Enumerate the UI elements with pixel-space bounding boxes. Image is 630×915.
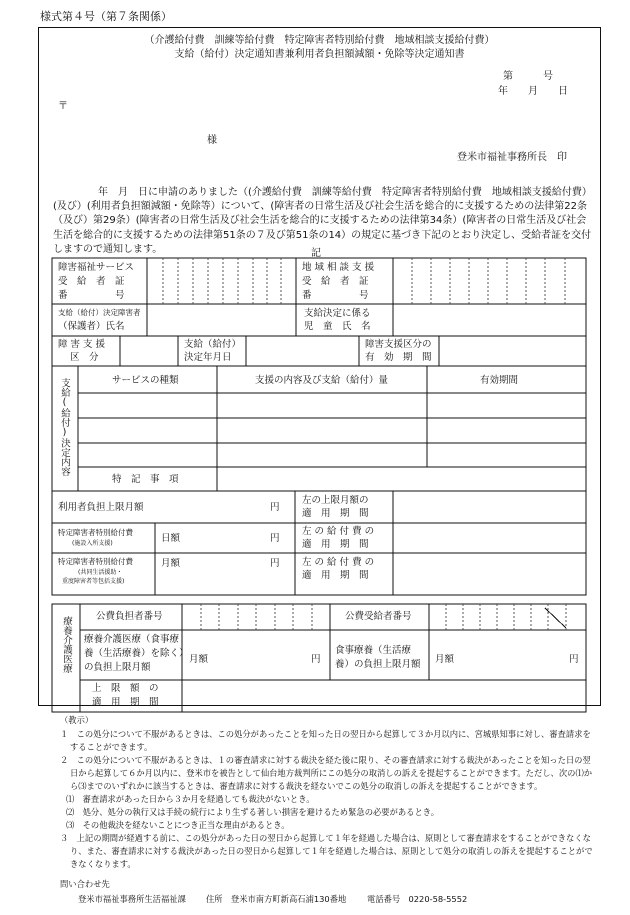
ryoyo-monthly-label: 月額 [189, 654, 209, 665]
addressee-suffix: 様 [207, 135, 217, 146]
child-label-1: 支給決定に係る [304, 308, 371, 319]
burden-limit-yen: 円 [270, 502, 280, 513]
note-2: ２ この処分について不服があるときは、１の審査請求に対する裁決を経た後に限り、その審査請求に対する裁決があったことを知った日の翌日から起算して６か月以内に、登米市を被告として仙台地方裁判所にこの処分の取消しの訴えを提起することができます。ただし、次の⑴から⑶までのいずれかに該当するときは、審査請求に対する裁決を経ないでこの処分の取消しの訴えを提起することができます。 [60, 755, 593, 791]
guardian-label-2: （保護者）氏名 [58, 321, 125, 332]
monthly-label: 月額 [161, 558, 181, 569]
form-number: 様式第４号（第７条関係） [40, 10, 172, 23]
ryoyo-limit-period-label-1: 上 限 額 の [92, 683, 159, 694]
limit-period-label-1: 左の上限月額の [302, 495, 369, 506]
issuer-name: 登米市福祉事務所長 印 [457, 152, 567, 163]
note-2-item-2: ⑵ 処分、処分の執行又は手続の続行により生ずる著しい損害を避けるため緊急の必要があるとき。 [66, 807, 440, 817]
ryoyo-limit-period-label-2: 適 用 期 間 [92, 697, 159, 708]
document-number: 第 号 [503, 71, 553, 82]
postal-mark: 〒 [58, 101, 68, 112]
daily-label: 日額 [161, 533, 181, 544]
meal-label-1: 食事療養（生活療 [335, 645, 412, 656]
recipient-number-label: 公費受給者番号 [345, 611, 412, 622]
col-valid-period: 有効期間 [480, 375, 519, 386]
decision-date-label-2: 決定年月日 [184, 352, 232, 363]
cert-number-label-2: 受 給 者 証 [58, 276, 125, 287]
chiiki-cert-label-3: 番 号 [302, 290, 369, 301]
payer-number-label: 公費負担者番号 [96, 611, 163, 622]
monthly-yen: 円 [270, 558, 280, 569]
note-3: ３ 上記の期間が経過する前に、この処分があった日の翌日から起算して１年を経過した場合は、原則として審査請求をすることができなくなり、また、審査請求に対する裁決があった日の翌日から起算して１年を経過した場合は、原則として処分の取消しの訴えを提起することができなくなります。 [60, 833, 593, 869]
notification-body: 年 月 日に申請のありました（(介護給付費 訓練等給付費 特定障害者特別給付費 地域相談支援給付費）(及び）(利用者負担額減額・免除等）について、(障害者の日常生活及び社会生活を総合的に支援するための法律第22条（及び）第29条）(障害者の日常生活及び社会生活を総合的に支援するための法律第34条）(障害者の日常生活及び社会生活を総合的に支援するための法律第51条の７及び第51条の14）の規定に基づき下記のとおり決定し、受給者証を交付しますので通知します。 [53, 187, 592, 255]
child-label-2: 児 童 氏 名 [304, 321, 371, 332]
tokutei2-label-1: 特定障害者特別給付費 [58, 557, 133, 566]
meal-yen: 円 [569, 654, 579, 665]
ryoyo-cost-label-2: 養（生活療養）を除く） [84, 648, 189, 659]
kyufu-period2-label-2: 適 用 期 間 [302, 570, 369, 581]
ryoyo-cost-label-1: 療養介護医療（食事療 [84, 634, 180, 645]
meal-monthly-label: 月額 [435, 654, 455, 665]
form-title-line1: （介護給付費 訓練等給付費 特定障害者特別給付費 地域相談支援給付費） [144, 35, 495, 46]
note-1: １ この処分について不服があるときは、この処分があったことを知った日の翌日から起算して３か月以内に、宮城県知事に対し、審査請求をすることができます。 [60, 729, 591, 752]
notes-block [60, 728, 596, 871]
guardian-label-1: 支給（給付）決定障害者 [58, 308, 141, 317]
decision-content-side-label: 支給(給付)決定内容 [59, 378, 70, 476]
limit-period-label-2: 適 用 期 間 [302, 508, 369, 519]
meal-label-2: 養）の負担上限月額 [335, 659, 421, 670]
kyufu-period2-label-1: 左 の 給 付 費 の [302, 557, 375, 568]
cert-number-label-3: 番 号 [58, 290, 125, 301]
col-service-type: サービスの種類 [112, 375, 179, 386]
shien-label-1: 障 害 支 援 [58, 339, 106, 350]
contact-label: 問い合わせ先 [60, 879, 110, 889]
note-2-item-3: ⑶ その他裁決を経ないことにつき正当な理由があるとき。 [66, 820, 290, 830]
validity-label-1: 障害支援区分の [365, 339, 432, 350]
ki-heading: 記 [311, 248, 321, 259]
kyufu-period1-label-1: 左 の 給 付 費 の [302, 526, 375, 537]
tokki-label: 特 記 事 項 [112, 474, 179, 485]
tokutei2-label-3: 重度障害者等包括支援) [62, 578, 125, 585]
decision-date-label-1: 支給（給付） [184, 339, 242, 350]
tokutei1-label-2: (施設入所支援) [72, 540, 113, 547]
kyufu-period1-label-2: 適 用 期 間 [302, 539, 369, 550]
contact-office: 登米市福祉事務所生活福祉課 [78, 894, 186, 904]
ryoyo-side-label: 療養介護医療 [61, 616, 72, 673]
ryoyo-yen: 円 [311, 654, 321, 665]
shien-label-2: 区 分 [70, 352, 99, 363]
contact-phone: 電話番号 0220-58-5552 [367, 894, 468, 904]
contact-address: 住所 登米市南方町新高石浦130番地 [206, 894, 347, 904]
daily-yen: 円 [270, 533, 280, 544]
ryoyo-cost-label-3: の負担上限月額 [84, 662, 151, 673]
notes-title: （教示） [60, 715, 94, 725]
chiiki-cert-label-1: 地 域 相 談 支 援 [302, 262, 375, 273]
tokutei1-label-1: 特定障害者特別給付費 [58, 528, 133, 537]
burden-limit-label: 利用者負担上限月額 [58, 502, 144, 513]
tokutei2-label-2: (共同生活援助・ [78, 569, 123, 576]
note-2-item-1: ⑴ 審査請求があった日から３か月を経過しても裁決がないとき。 [66, 794, 315, 804]
issue-date: 年 月 日 [498, 86, 568, 97]
col-support-content: 支援の内容及び支給（給付）量 [255, 375, 389, 386]
cert-number-label-1: 障害福祉サービス [58, 262, 135, 273]
validity-label-2: 有 効 期 間 [365, 352, 432, 363]
chiiki-cert-label-2: 受 給 者 証 [302, 276, 369, 287]
form-title-line2: 支給（給付）決定通知書兼利用者負担額減額・免除等決定通知書 [174, 49, 465, 60]
